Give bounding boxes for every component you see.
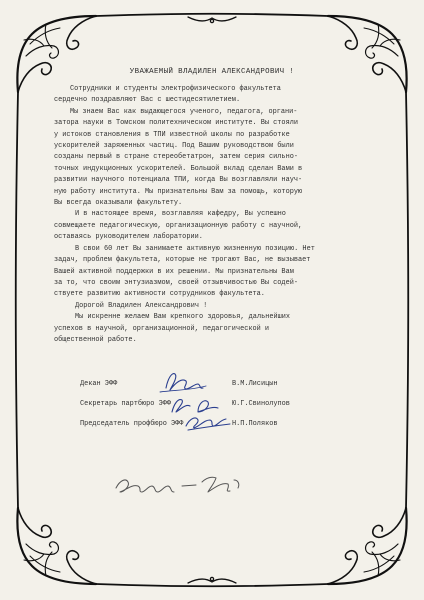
signature-party-secretary	[172, 400, 218, 412]
letter-line: ную работу института. Мы признательны Вам за помощь, которую	[54, 187, 303, 196]
letter-line: И в настоящее время, возглавляя кафедру, Вы успешно	[75, 210, 286, 219]
letter-line: оставаясь руководителем лаборатории.	[54, 233, 203, 242]
letter-line: Вашей активной поддержки в их решении. Мы признательны Вам	[54, 267, 294, 276]
letter-line: успехов в научной, организационной, педагогической и	[54, 324, 270, 333]
letter-line: созданы первый в стране стереобетатрон, затем серия сильно-	[54, 153, 298, 162]
letter-line: Мы знаем Вас как выдающегося ученого, педагога, органи-	[70, 107, 298, 116]
letter-line: за то, что своим энтузиазмом, своей отзывчивостью Вы содей-	[54, 278, 298, 287]
letter-line: Мы искренне желаем Вам крепкого здоровья, дальнейших	[75, 313, 291, 322]
signature-dean-flourish	[160, 386, 206, 392]
letter-line: совмещаете педагогическую, организационную работу с научной,	[54, 221, 303, 230]
letter-line: развитии научного потенциала ТПИ, когда Вы возглавляли науч-	[54, 176, 303, 185]
letter-line: ускорителей заряженных частиц. Под Вашим руководством были	[54, 142, 294, 151]
letter-line: общественной работе.	[54, 335, 137, 344]
letter-line: В свои 60 лет Вы занимаете активную жизненную позицию. Нет	[75, 244, 315, 253]
signatory-name-dean: В.М.Лисицын	[232, 380, 278, 388]
letter-line: точных индукционных ускорителей. Большой вклад сделан Вами в	[54, 164, 303, 173]
signature-dean	[166, 374, 203, 390]
letter-line: задач, проблем факультета, которые не трогают Вас, не вызывает	[54, 256, 311, 265]
signatory-role-dean: Декан ЭФФ	[80, 380, 118, 388]
letter-line: Сотрудники и студенты электрофизического факультета	[70, 85, 281, 93]
signature-pencil	[116, 477, 239, 492]
signature-union-chair	[186, 418, 230, 430]
signatory-name-union-chair: Н.П.Поляков	[232, 420, 278, 428]
letter-line: у истоков становления в ТПИ известной школы по разработке	[54, 130, 290, 139]
signatory-role-union-chair: Председатель профбюро ЭФФ	[80, 420, 184, 428]
letter-line: сердечно поздравляют Вас с шестидесятилетием.	[54, 96, 241, 105]
letter-title: УВАЖАЕМЫЙ ВЛАДИЛЕН АЛЕКСАНДРОВИЧ !	[129, 68, 295, 76]
letter-line: Вы всегда оказывали факультету.	[54, 199, 183, 208]
signatory-role-party-secretary: Секретарь партбюро ЭФФ	[80, 400, 171, 408]
signatory-name-party-secretary: Ю.Г.Свинолупов	[232, 400, 290, 408]
letter-line: ствуете развитию активности сотрудников факультета.	[54, 290, 265, 299]
letter-line: Дорогой Владилен Александрович !	[75, 301, 208, 310]
letter-line: затора науки в Томском политехническом институте. Вы стояли	[54, 119, 298, 128]
